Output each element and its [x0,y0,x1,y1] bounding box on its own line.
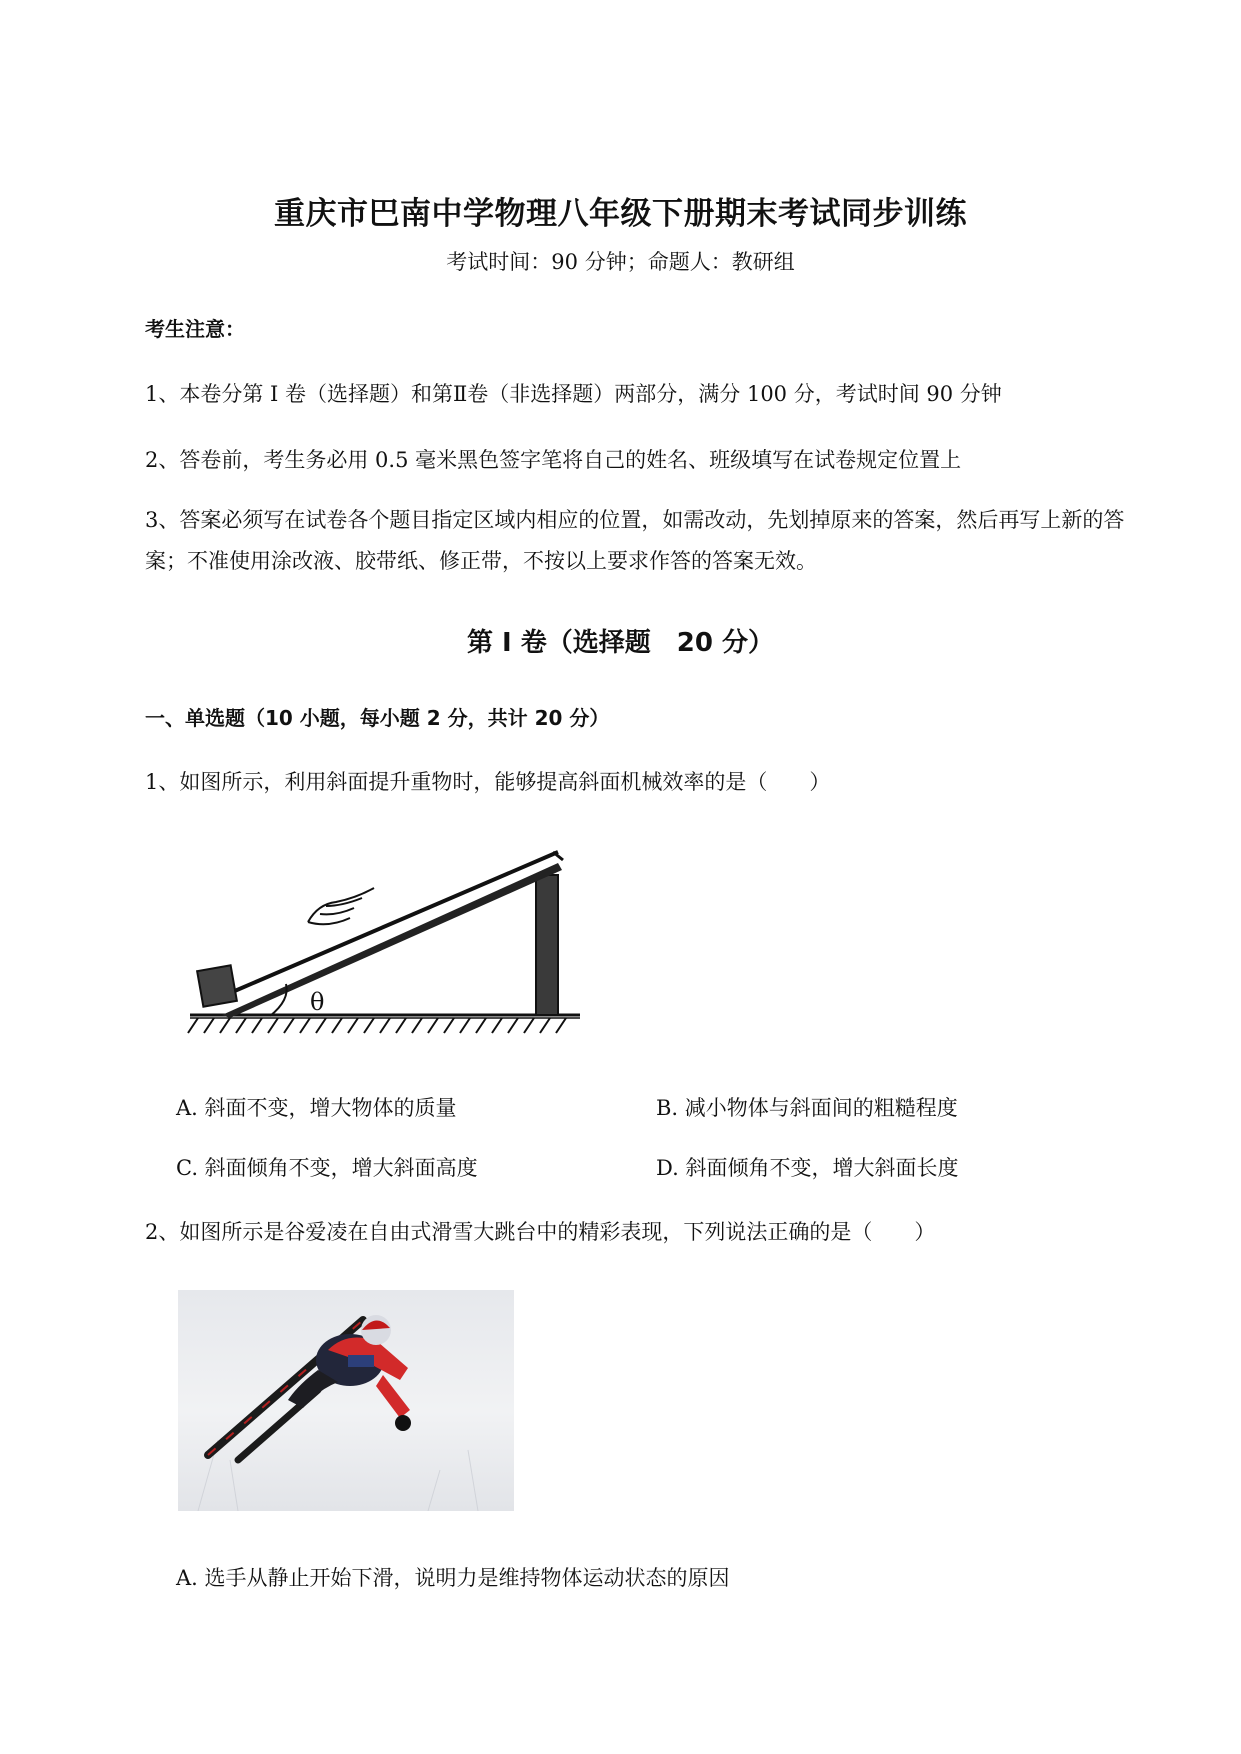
q1-option-a: A. 斜面不变，增大物体的质量 [176,1096,457,1120]
hand-drawing [308,888,374,924]
notice-heading: 考生注意： [145,317,245,341]
section-title: 第 I 卷（选择题 20 分） [466,628,774,658]
ground-hatch [188,1015,580,1033]
angle-theta-label: θ [310,988,325,1016]
support-pillar [536,875,558,1015]
q1-option-c: C. 斜面倾角不变，增大斜面高度 [176,1156,478,1180]
notice-item-2: 2、答卷前，考生务必用 0.5 毫米黑色签字笔将自己的姓名、班级填写在试卷规定位置上 [145,448,962,472]
question-2-stem: 2、如图所示是谷爱凌在自由式滑雪大跳台中的精彩表现，下列说法正确的是（ ） [145,1220,936,1244]
pull-rod [230,852,558,993]
freestyle-skier-photo [178,1290,514,1511]
exam-info: 考试时间：90 分钟；命题人：教研组 [446,250,795,274]
q2-option-a: A. 选手从静止开始下滑，说明力是维持物体运动状态的原因 [176,1566,730,1590]
inclined-plane-figure [178,840,588,1045]
part-heading: 一、单选题（10 小题，每小题 2 分，共计 20 分） [145,706,610,730]
page-title: 重庆市巴南中学物理八年级下册期末考试同步训练 [274,196,967,232]
weight-block [197,965,237,1006]
incline-board [222,863,562,1018]
question-1-stem: 1、如图所示，利用斜面提升重物时，能够提高斜面机械效率的是（ ） [145,770,831,794]
notice-item-3: 3、答案必须写在试卷各个题目指定区域内相应的位置，如需改动，先划掉原来的答案，然后再写上新的答案；不准使用涂改液、胶带纸、修正带，不按以上要求作答的答案无效。 [145,508,1125,573]
q1-option-d: D. 斜面倾角不变，增大斜面长度 [656,1156,959,1180]
notice-item-1: 1、本卷分第 I 卷（选择题）和第Ⅱ卷（非选择题）两部分，满分 100 分，考试时间 90 分钟 [145,382,1002,406]
q1-option-b: B. 减小物体与斜面间的粗糙程度 [656,1096,958,1120]
